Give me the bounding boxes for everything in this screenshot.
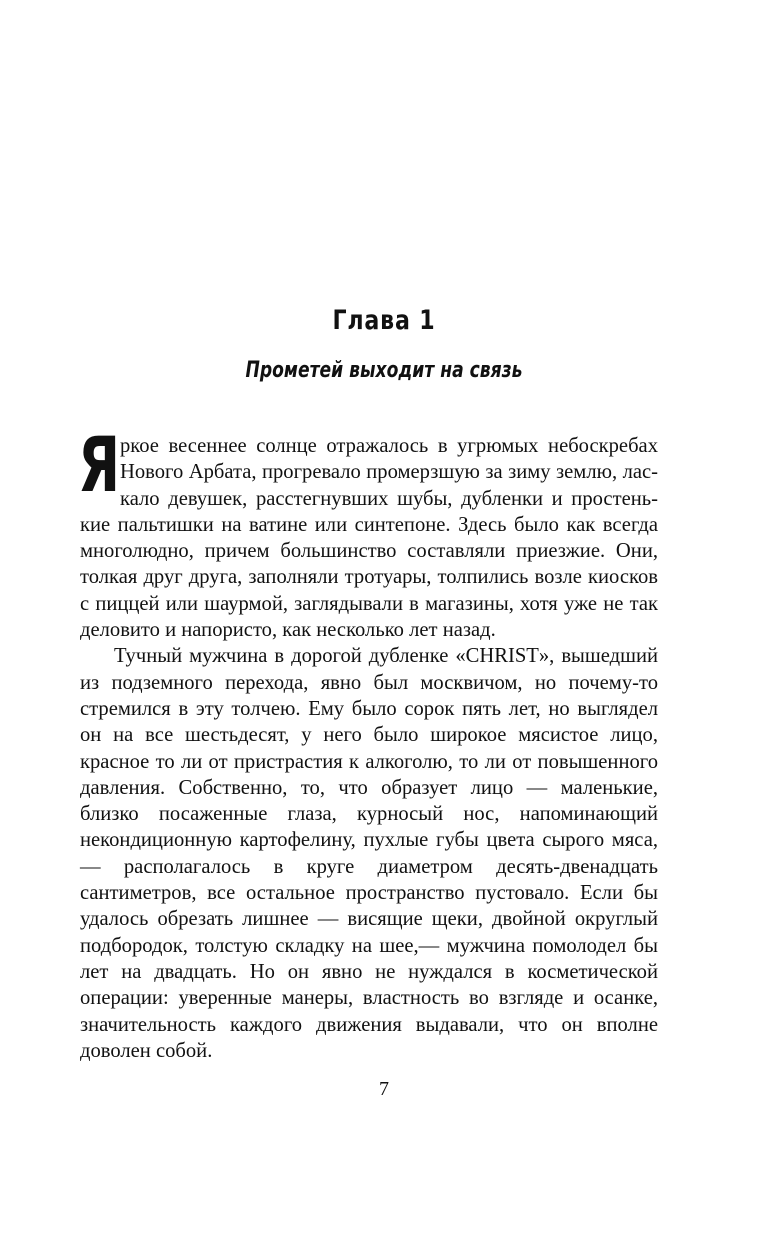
page-number: 7 <box>379 1078 389 1100</box>
paragraph-1 <box>80 405 658 643</box>
paragraph-2: Тучный мужчина в дорогой дубленке «CHRIST», вышедший из подземного перехода, явно был москвичом, но почему-то стремился в эту толчею. Ему было сорок пять лет, но выглядел он на все шестьдесят, у него было широкое мясистое лицо, красное то ли от пристрастия к алкоголю, то ли от повышенного давления. Собственно, то, что образует лицо — маленькие, близко посаженные глаза, курносый нос, напоминающий некондиционную картофелину, пухлые губы цвета сырого мяса,— располагалось в круге диаметром десять-двенадцать сантиметров, все остальное пространство пустовало. Если бы удалось обрезать лишнее — висящие щеки, двойной округлый подбородок, толстую складку на шее,— мужчина помолодел бы лет на двадцать. Но он явно не нуждался в косметической операции: уверенные манеры, властность во взгляде и осанке, значительность каждого движения выдавали, что он вполне доволен собой. <box>80 645 658 1062</box>
drop-cap: Я <box>78 420 121 509</box>
chapter-title: Глава 1 <box>332 305 436 336</box>
chapter-subtitle: Прометей выходит на связь <box>245 358 523 383</box>
paragraph-1-text: ркое весеннее солнце отражалось в угрюмых небоскребах Нового Арбата, прогревало промерзшую за зиму землю, ласкало девушек, расстегнувших шубы, дубленки и простенькие пальтишки на ватине или синтепоне. Здесь было как всегда многолюдно, причем большинство составляли приезжие. Они, толкая друг друга, заполняли тротуары, толпились возле киосков с пиццей или шаурмой, заглядывали в магазины, хотя уже не так деловито и напористо, как несколько лет назад. <box>80 435 658 642</box>
chapter-text <box>80 405 658 1064</box>
